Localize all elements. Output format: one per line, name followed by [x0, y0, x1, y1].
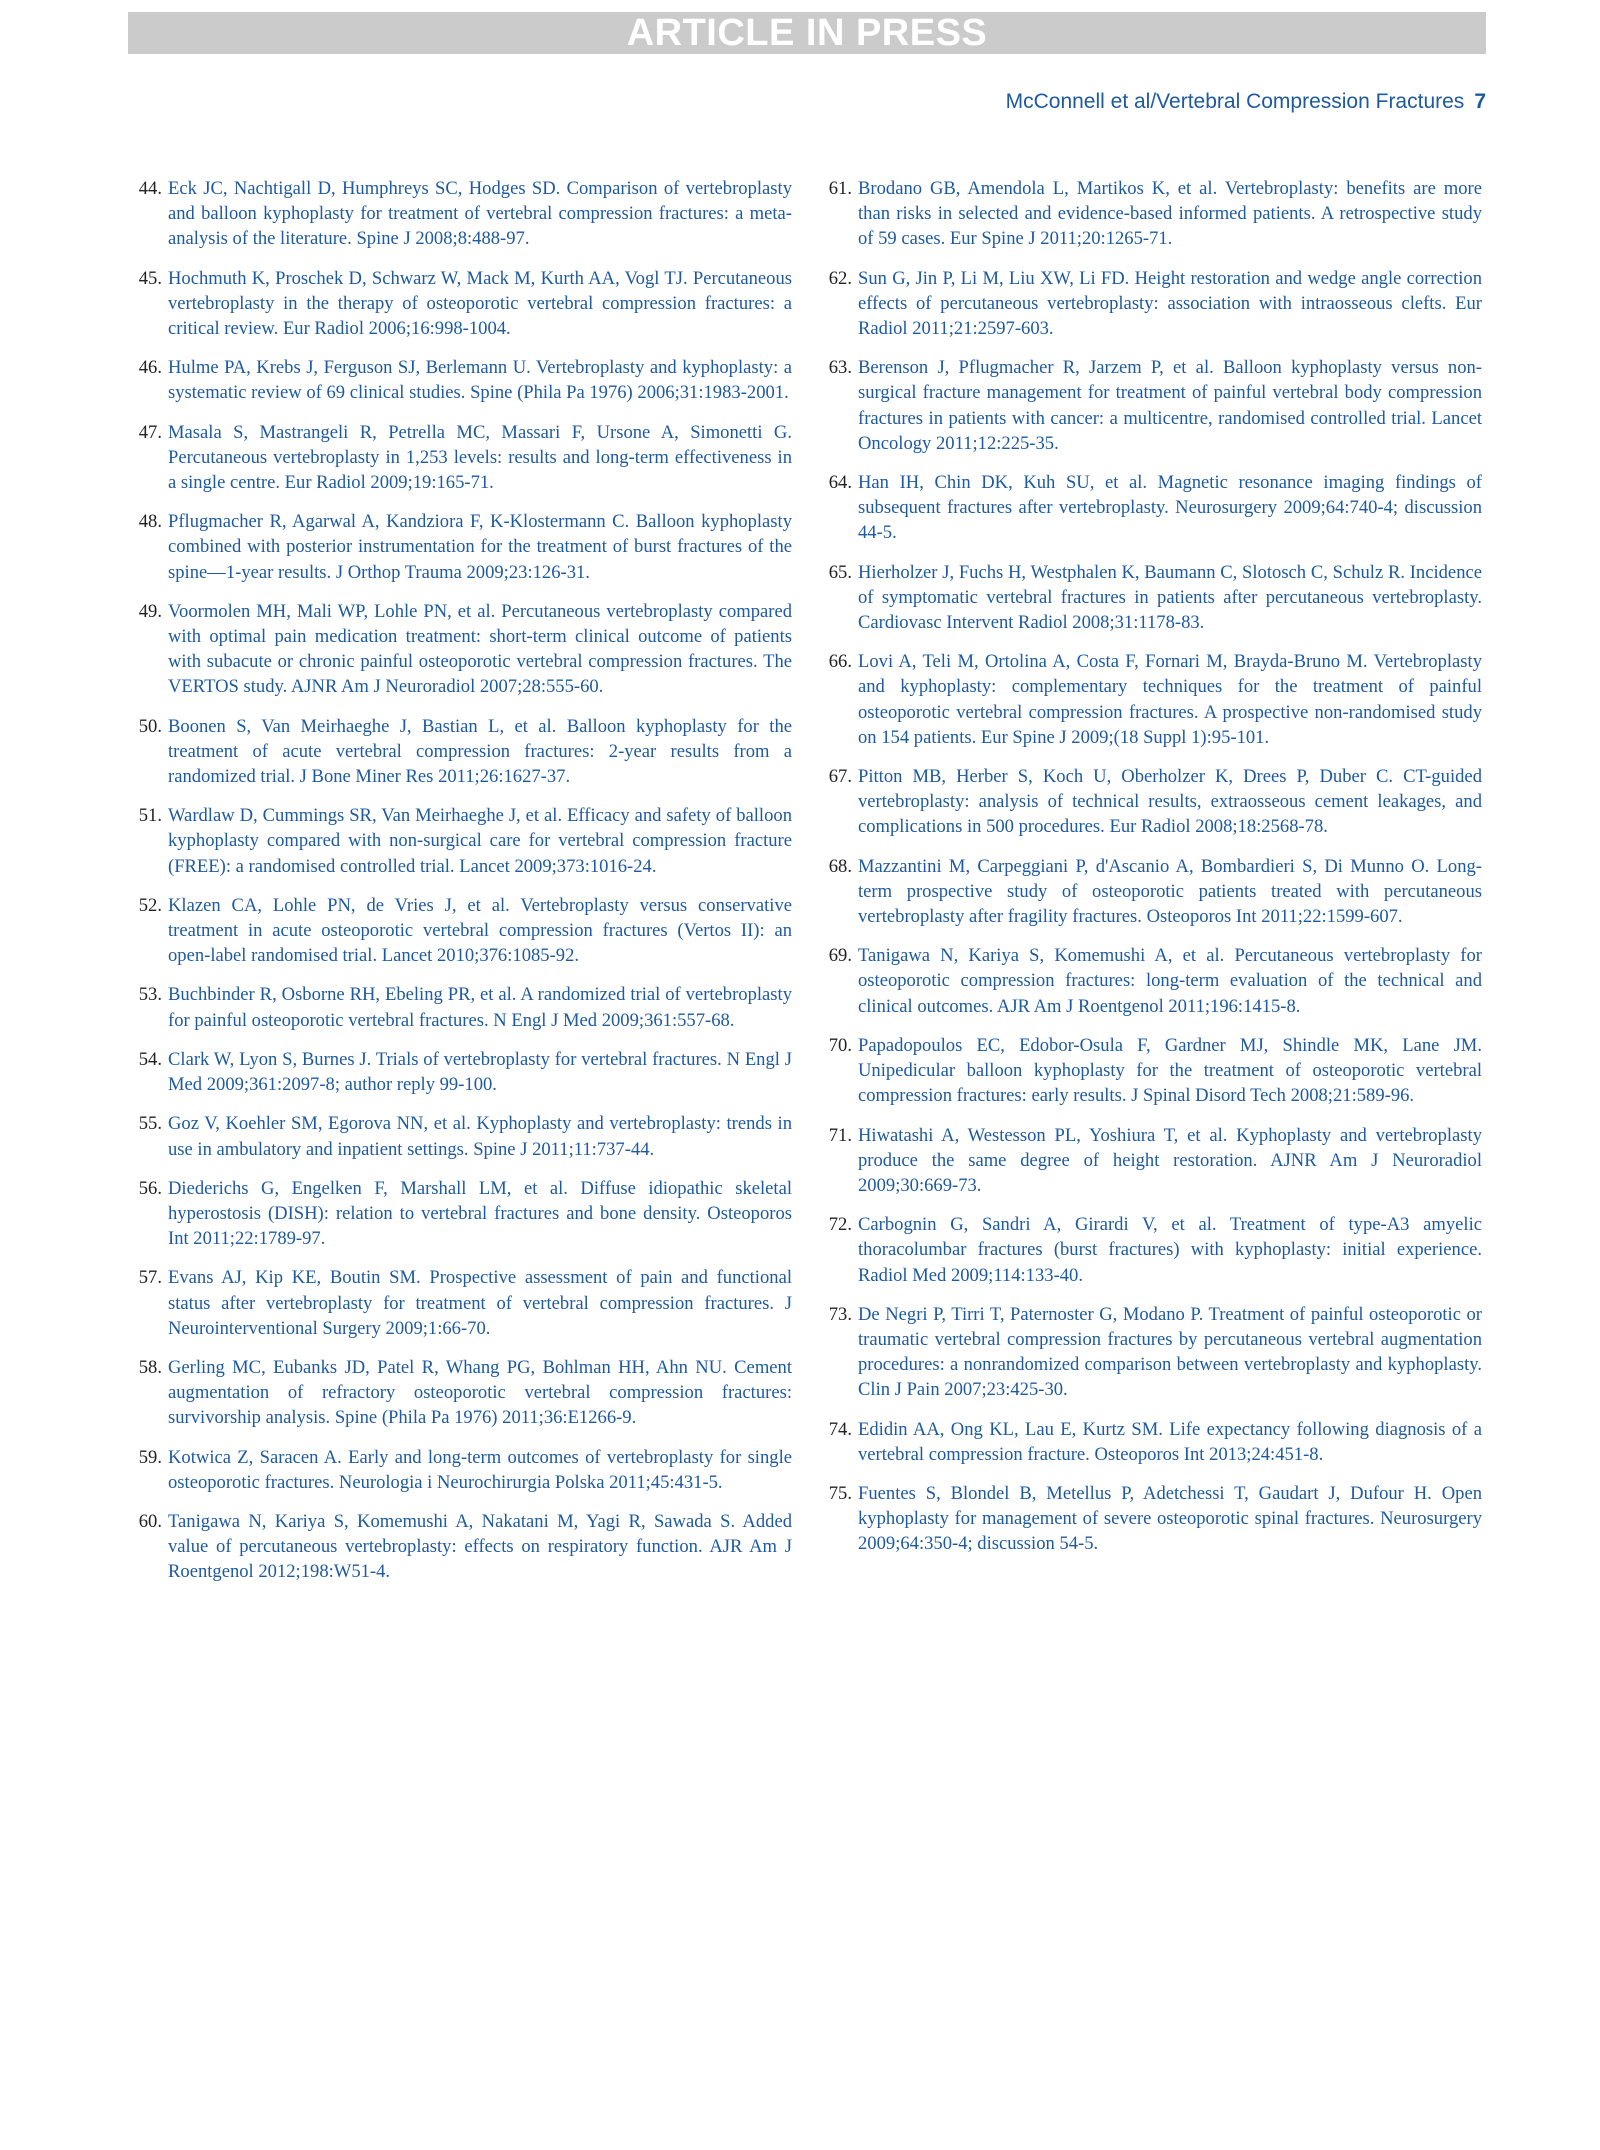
reference-entry [818, 649, 1482, 750]
reference-entry [818, 560, 1482, 636]
reference-link[interactable]: Papadopoulos EC, Edobor-Osula F, Gardner MJ, Shindle MK, Lane JM. Unipedicular balloon kyphoplasty for the treatment of osteoporotic vertebral compression fractures: early results. J Spinal Disord Tech 2008;21:589-96. [858, 1034, 1482, 1107]
reference-number: 58. [138, 1356, 162, 1378]
reference-number: 64. [828, 472, 852, 494]
reference-link[interactable]: Masala S, Mastrangeli R, Petrella MC, Massari F, Ursone A, Simonetti G. Percutaneous vertebroplasty in 1,253 levels: results and long-term effectiveness in a single centre. Eur Radiol 2009;19:165-71. [168, 421, 792, 494]
reference-number: 56. [138, 1177, 162, 1199]
reference-number: 47. [138, 421, 162, 443]
reference-number: 63. [828, 357, 852, 379]
page-number: 7 [1474, 90, 1486, 113]
reference-number: 65. [828, 561, 852, 583]
reference-link[interactable]: De Negri P, Tirri T, Paternoster G, Modano P. Treatment of painful osteoporotic or traumatic vertebral compression fractures by percutaneous vertebral augmentation procedures: a nonrandomized comparison between vertebroplasty and kyphoplasty. Clin J Pain 2007;23:425-30. [858, 1303, 1482, 1401]
reference-number: 51. [138, 805, 162, 827]
reference-entry [128, 1047, 792, 1097]
reference-number: 50. [138, 715, 162, 737]
reference-entry [128, 1355, 792, 1431]
reference-entry [128, 509, 792, 585]
reference-entry [818, 355, 1482, 456]
reference-list-right-column [818, 176, 1482, 1571]
reference-number: 45. [138, 267, 162, 289]
reference-number: 60. [138, 1510, 162, 1532]
reference-number: 55. [138, 1113, 162, 1135]
reference-number: 44. [138, 178, 162, 199]
reference-number: 61. [828, 178, 852, 199]
reference-entry [818, 1302, 1482, 1403]
running-head-title: McConnell et al/Vertebral Compression Fractures [1005, 90, 1465, 113]
reference-link[interactable]: Tanigawa N, Kariya S, Komemushi A, et al. Percutaneous vertebroplasty for osteoporotic compression fractures: long-term evaluation of the technical and clinical outcomes. AJR Am J Roentgenol 2011;196:1415-8. [858, 945, 1482, 1017]
reference-number: 53. [138, 984, 162, 1006]
reference-entry [128, 1265, 792, 1341]
reference-link[interactable]: Pflugmacher R, Agarwal A, Kandziora F, K-Klostermann C. Balloon kyphoplasty combined with posterior instrumentation for the treatment of burst fractures of the spine—1-year results. J Orthop Trauma 2009;23:126-31. [168, 511, 792, 583]
reference-number: 59. [138, 1446, 162, 1468]
reference-entry [818, 176, 1482, 252]
reference-entry [818, 1123, 1482, 1199]
reference-link[interactable]: Kotwica Z, Saracen A. Early and long-term outcomes of vertebroplasty for single osteoporotic fractures. Neurologia i Neurochirurgia Polska 2011;45:431-5. [168, 1446, 792, 1493]
reference-link[interactable]: Han IH, Chin DK, Kuh SU, et al. Magnetic resonance imaging findings of subsequent fractures after vertebroplasty. Neurosurgery 2009;64:740-4; discussion 44-5. [858, 472, 1482, 544]
article-in-press-banner: ARTICLE IN PRESS [128, 12, 1486, 54]
reference-link[interactable]: Fuentes S, Blondel B, Metellus P, Adetchessi T, Gaudart J, Dufour H. Open kyphoplasty for management of severe osteoporotic spinal fractures. Neurosurgery 2009;64:350-4; discussion 54-5. [858, 1482, 1482, 1555]
reference-entry [818, 943, 1482, 1019]
reference-link[interactable]: Hulme PA, Krebs J, Ferguson SJ, Berlemann U. Vertebroplasty and kyphoplasty: a systematic review of 69 clinical studies. Spine (Phila Pa 1976) 2006;31:1983-2001. [168, 357, 792, 404]
reference-link[interactable]: Goz V, Koehler SM, Egorova NN, et al. Kyphoplasty and vertebroplasty: trends in use in ambulatory and inpatient settings. Spine J 2011;11:737-44. [168, 1113, 792, 1160]
reference-number: 75. [828, 1482, 852, 1504]
reference-entry [128, 1509, 792, 1585]
reference-number: 57. [138, 1267, 162, 1289]
reference-link[interactable]: Boonen S, Van Meirhaeghe J, Bastian L, et al. Balloon kyphoplasty for the treatment of acute vertebral compression fractures: 2-year results from a randomized trial. J Bone Miner Res 2011;26:1627-37. [168, 715, 792, 788]
running-head [1006, 90, 1486, 114]
reference-link[interactable]: Edidin AA, Ong KL, Lau E, Kurtz SM. Life expectancy following diagnosis of a vertebral compression fracture. Osteoporos Int 2013;24:451-8. [858, 1418, 1482, 1465]
reference-link[interactable]: Wardlaw D, Cummings SR, Van Meirhaeghe J, et al. Efficacy and safety of balloon kyphoplasty compared with non-surgical care for vertebral compression fracture (FREE): a randomised controlled trial. Lancet 2009;373:1016-24. [168, 805, 792, 877]
reference-entry [128, 266, 792, 342]
reference-list-left-column [128, 176, 792, 1599]
reference-entry [818, 854, 1482, 930]
reference-number: 73. [828, 1303, 852, 1325]
reference-entry [818, 1033, 1482, 1109]
reference-entry [128, 1111, 792, 1161]
reference-entry [128, 982, 792, 1032]
reference-link[interactable]: Gerling MC, Eubanks JD, Patel R, Whang PG, Bohlman HH, Ahn NU. Cement augmentation of refractory osteoporotic vertebral compression fractures: survivorship analysis. Spine (Phila Pa 1976) 2011;36:E1266-9. [168, 1356, 792, 1429]
reference-link[interactable]: Tanigawa N, Kariya S, Komemushi A, Nakatani M, Yagi R, Sawada S. Added value of percutaneous vertebroplasty: effects on respiratory function. AJR Am J Roentgenol 2012;198:W51-4. [168, 1510, 792, 1583]
reference-link[interactable]: Berenson J, Pflugmacher R, Jarzem P, et al. Balloon kyphoplasty versus non-surgical fracture management for treatment of painful vertebral body compression fractures in patients with cancer: a multicentre, randomised controlled trial. Lancet Oncology 2011;12:225-35. [858, 357, 1482, 454]
reference-link[interactable]: Clark W, Lyon S, Burnes J. Trials of vertebroplasty for vertebral fractures. N Engl J Med 2009;361:2097-8; author reply 99-100. [168, 1048, 792, 1096]
reference-entry [128, 599, 792, 700]
reference-entry [818, 1212, 1482, 1288]
reference-link[interactable]: Brodano GB, Amendola L, Martikos K, et al. Vertebroplasty: benefits are more than risks in selected and evidence-based informed patients. A retrospective study of 59 cases. Eur Spine J 2011;20:1265-71. [858, 178, 1482, 250]
reference-number: 72. [828, 1214, 852, 1236]
reference-link[interactable]: Eck JC, Nachtigall D, Humphreys SC, Hodges SD. Comparison of vertebroplasty and balloon kyphoplasty for treatment of vertebral compression fractures: a meta-analysis of the literature. Spine J 2008;8:488-97. [168, 178, 792, 250]
reference-number: 70. [828, 1034, 852, 1056]
reference-link[interactable]: Carbognin G, Sandri A, Girardi V, et al. Treatment of type-A3 amyelic thoracolumbar fractures (burst fractures) with kyphoplasty: initial experience. Radiol Med 2009;114:133-40. [858, 1214, 1482, 1286]
reference-link[interactable]: Evans AJ, Kip KE, Boutin SM. Prospective assessment of pain and functional status after vertebroplasty for treatment of vertebral compression fractures. J Neurointerventional Surgery 2009;1:66-70. [168, 1267, 792, 1339]
reference-entry [128, 803, 792, 879]
reference-number: 52. [138, 894, 162, 916]
reference-number: 54. [138, 1048, 162, 1070]
reference-entry [128, 420, 792, 496]
reference-link[interactable]: Pitton MB, Herber S, Koch U, Oberholzer K, Drees P, Duber C. CT-guided vertebroplasty: analysis of technical results, extraosseous cement leakages, and complications in 500 procedures. Eur Radiol 2008;18:2568-78. [858, 766, 1482, 838]
reference-link[interactable]: Diederichs G, Engelken F, Marshall LM, et al. Diffuse idiopathic skeletal hyperostosis (DISH): relation to vertebral fractures and bone density. Osteoporos Int 2011;22:1789-97. [168, 1177, 792, 1250]
reference-link[interactable]: Hochmuth K, Proschek D, Schwarz W, Mack M, Kurth AA, Vogl TJ. Percutaneous vertebroplasty in the therapy of osteoporotic vertebral compression fractures: a critical review. Eur Radiol 2006;16:998-1004. [168, 267, 792, 340]
reference-entry [818, 470, 1482, 546]
reference-link[interactable]: Mazzantini M, Carpeggiani P, d'Ascanio A, Bombardieri S, Di Munno O. Long-term prospective study of osteoporotic patients treated with percutaneous vertebroplasty after fragility fractures. Osteoporos Int 2011;22:1599-607. [858, 855, 1482, 928]
reference-link[interactable]: Lovi A, Teli M, Ortolina A, Costa F, Fornari M, Brayda-Bruno M. Vertebroplasty and kyphoplasty: complementary techniques for the treatment of painful osteoporotic vertebral compression fractures. A prospective non-randomised study on 154 patients. Eur Spine J 2009;(18 Suppl 1):95-101. [858, 651, 1482, 748]
reference-link[interactable]: Hiwatashi A, Westesson PL, Yoshiura T, et al. Kyphoplasty and vertebroplasty produce the same degree of height restoration. AJNR Am J Neuroradiol 2009;30:669-73. [858, 1124, 1482, 1196]
reference-link[interactable]: Voormolen MH, Mali WP, Lohle PN, et al. Percutaneous vertebroplasty compared with optimal pain medication treatment: short-term clinical outcome of patients with subacute or chronic painful osteoporotic vertebral compression fractures. The VERTOS study. AJNR Am J Neuroradiol 2007;28:555-60. [168, 600, 792, 698]
reference-number: 66. [828, 651, 852, 673]
reference-number: 69. [828, 945, 852, 967]
reference-link[interactable]: Buchbinder R, Osborne RH, Ebeling PR, et al. A randomized trial of vertebroplasty for painful osteoporotic vertebral fractures. N Engl J Med 2009;361:557-68. [168, 984, 792, 1031]
reference-link[interactable]: Klazen CA, Lohle PN, de Vries J, et al. Vertebroplasty versus conservative treatment in acute osteoporotic vertebral compression fractures (Vertos II): an open-label randomised trial. Lancet 2010;376:1085-92. [168, 894, 792, 967]
reference-number: 46. [138, 357, 162, 379]
reference-number: 71. [828, 1124, 852, 1146]
reference-number: 49. [138, 600, 162, 622]
reference-entry [818, 1481, 1482, 1557]
reference-entry [128, 176, 792, 252]
reference-link[interactable]: Sun G, Jin P, Li M, Liu XW, Li FD. Height restoration and wedge angle correction effects of percutaneous vertebroplasty: association with intraosseous clefts. Eur Radiol 2011;21:2597-603. [858, 267, 1482, 340]
reference-entry [818, 1417, 1482, 1467]
reference-link[interactable]: Hierholzer J, Fuchs H, Westphalen K, Baumann C, Slotosch C, Schulz R. Incidence of symptomatic vertebral fractures in patients after percutaneous vertebroplasty. Cardiovasc Intervent Radiol 2008;31:1178-83. [858, 561, 1482, 634]
reference-number: 68. [828, 855, 852, 877]
reference-number: 67. [828, 766, 852, 788]
reference-number: 62. [828, 267, 852, 289]
reference-entry [818, 266, 1482, 342]
reference-entry [128, 893, 792, 969]
reference-entry [128, 714, 792, 790]
reference-number: 74. [828, 1418, 852, 1440]
reference-number: 48. [138, 511, 162, 533]
reference-entry [128, 1445, 792, 1495]
reference-entry [128, 1176, 792, 1252]
reference-entry [128, 355, 792, 405]
reference-entry [818, 764, 1482, 840]
